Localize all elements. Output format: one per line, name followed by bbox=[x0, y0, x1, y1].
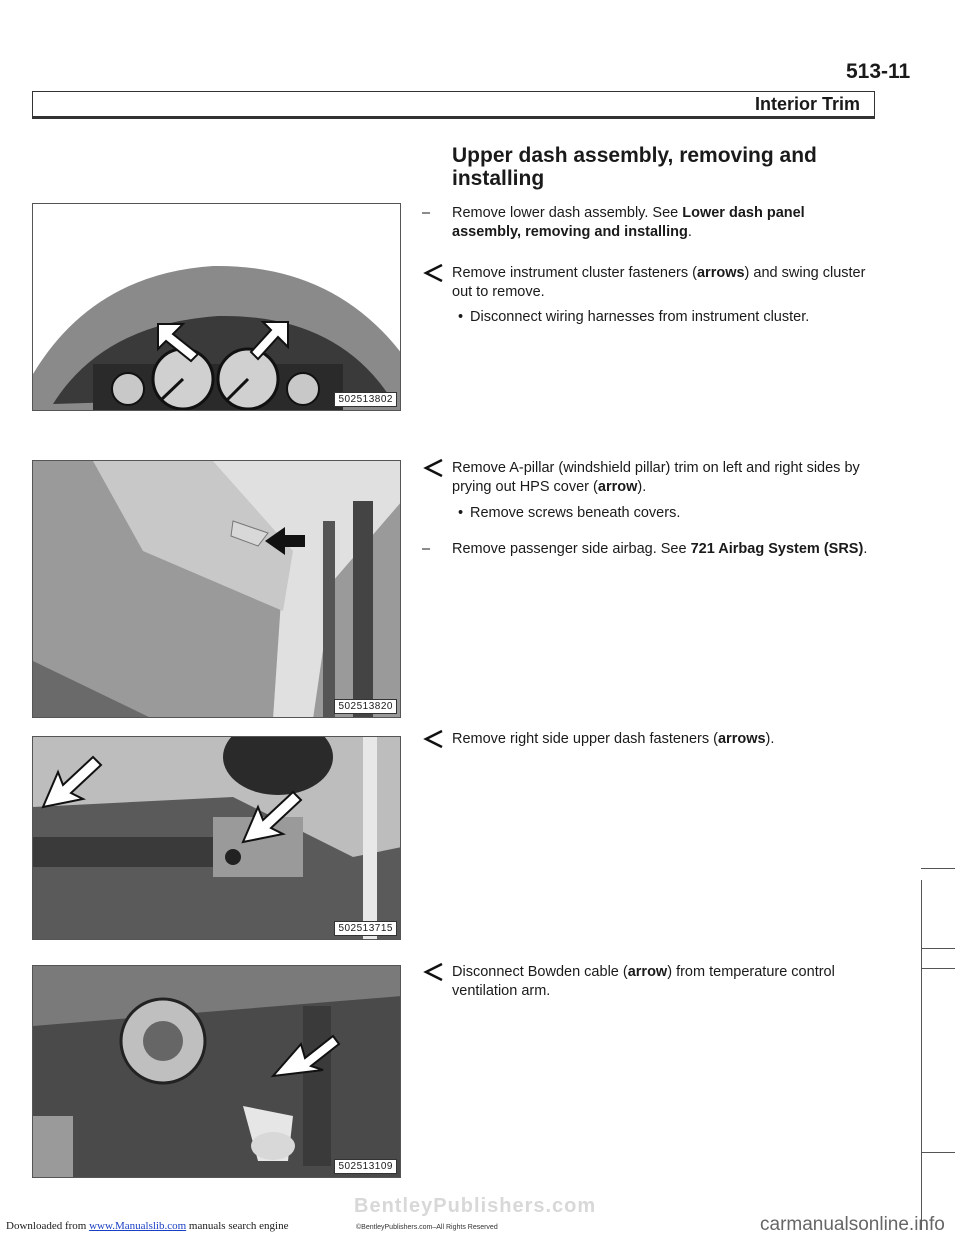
step-emphasis: arrows bbox=[717, 731, 766, 747]
edge-mark bbox=[921, 968, 955, 969]
footer-text: Downloaded from bbox=[6, 1220, 90, 1232]
step-text: Remove lower dash assembly. See bbox=[452, 205, 683, 221]
step-text: Remove right side upper dash fasteners ( bbox=[452, 731, 718, 747]
photo-bowden-cable bbox=[32, 965, 401, 1178]
upper-dash-illustration bbox=[33, 737, 401, 940]
photo-code: 502513715 bbox=[334, 921, 397, 936]
edge-mark bbox=[921, 948, 955, 949]
instrument-cluster-illustration bbox=[33, 204, 401, 411]
pointer-left-icon bbox=[422, 961, 444, 983]
photo-a-pillar bbox=[32, 460, 401, 718]
bullet-text: Disconnect wiring harnesses from instrument cluster. bbox=[470, 309, 810, 325]
step-remove-upper-dash-fasteners bbox=[452, 730, 872, 749]
footer-site-mark: carmanualsonline.info bbox=[760, 1214, 945, 1235]
bullet-marker: • bbox=[458, 505, 464, 521]
page-number: 513-11 bbox=[846, 60, 911, 83]
step-text: . bbox=[687, 224, 692, 240]
procedure-heading: Upper dash assembly, removing and installing bbox=[452, 144, 817, 190]
bullet-marker: • bbox=[458, 309, 464, 325]
step-text: ) and swing cluster out to remove. bbox=[452, 265, 866, 300]
photo-instrument-cluster bbox=[32, 203, 401, 411]
step-text: ) from temperature control ventilation arm. bbox=[452, 964, 835, 999]
step-remove-cluster-fasteners bbox=[452, 264, 872, 302]
step-text: ). bbox=[765, 731, 775, 747]
step-emphasis: arrow bbox=[627, 964, 668, 980]
dash-marker: – bbox=[422, 541, 431, 557]
step-text: ). bbox=[637, 479, 647, 495]
bullet-text: Remove screws beneath covers. bbox=[470, 505, 681, 521]
step-remove-lower-dash bbox=[422, 204, 872, 242]
footer-watermark: BentleyPublishers.com bbox=[354, 1195, 597, 1217]
pointer-left-icon bbox=[422, 457, 444, 479]
manualslib-link[interactable]: www.Manualslib.com bbox=[89, 1220, 187, 1232]
edge-mark bbox=[921, 1152, 955, 1153]
step-text: . bbox=[863, 541, 868, 557]
step-remove-a-pillar bbox=[452, 459, 872, 497]
footer-copyright: ©BentleyPublishers.com–All Rights Reserved bbox=[356, 1224, 498, 1231]
step-text: Disconnect Bowden cable ( bbox=[452, 964, 628, 980]
pointer-left-icon bbox=[422, 262, 444, 284]
step-emphasis: arrows bbox=[696, 265, 745, 281]
section-header-bar bbox=[32, 91, 875, 119]
photo-code: 502513802 bbox=[334, 392, 397, 407]
photo-code: 502513109 bbox=[334, 1159, 397, 1174]
photo-code: 502513820 bbox=[334, 699, 397, 714]
edge-mark bbox=[921, 868, 955, 869]
footer-download-note bbox=[6, 1220, 288, 1232]
step-text: Remove A-pillar (windshield pillar) trim on left and right sides by prying out HPS cover ( bbox=[452, 460, 860, 495]
dash-marker: – bbox=[422, 205, 431, 221]
step-text: Remove instrument cluster fasteners ( bbox=[452, 265, 697, 281]
edge-mark bbox=[921, 880, 922, 1230]
pointer-left-icon bbox=[422, 728, 444, 750]
step-remove-passenger-airbag bbox=[422, 540, 872, 559]
step-disconnect-bowden-cable bbox=[452, 963, 872, 1001]
section-title: Interior Trim bbox=[754, 94, 860, 114]
step-text: Remove passenger side airbag. See bbox=[452, 541, 691, 557]
bowden-cable-illustration bbox=[33, 966, 401, 1178]
step-emphasis: arrow bbox=[597, 479, 638, 495]
photo-upper-dash-fasteners bbox=[32, 736, 401, 940]
step-crossref: 721 Airbag System (SRS) bbox=[690, 541, 864, 557]
a-pillar-illustration bbox=[33, 461, 401, 718]
step-crossref: Lower dash panel assembly, removing and installing bbox=[452, 205, 805, 240]
bullet-disconnect-harness bbox=[458, 308, 870, 327]
footer-text: manuals search engine bbox=[186, 1220, 289, 1232]
bullet-remove-screws bbox=[458, 504, 870, 523]
